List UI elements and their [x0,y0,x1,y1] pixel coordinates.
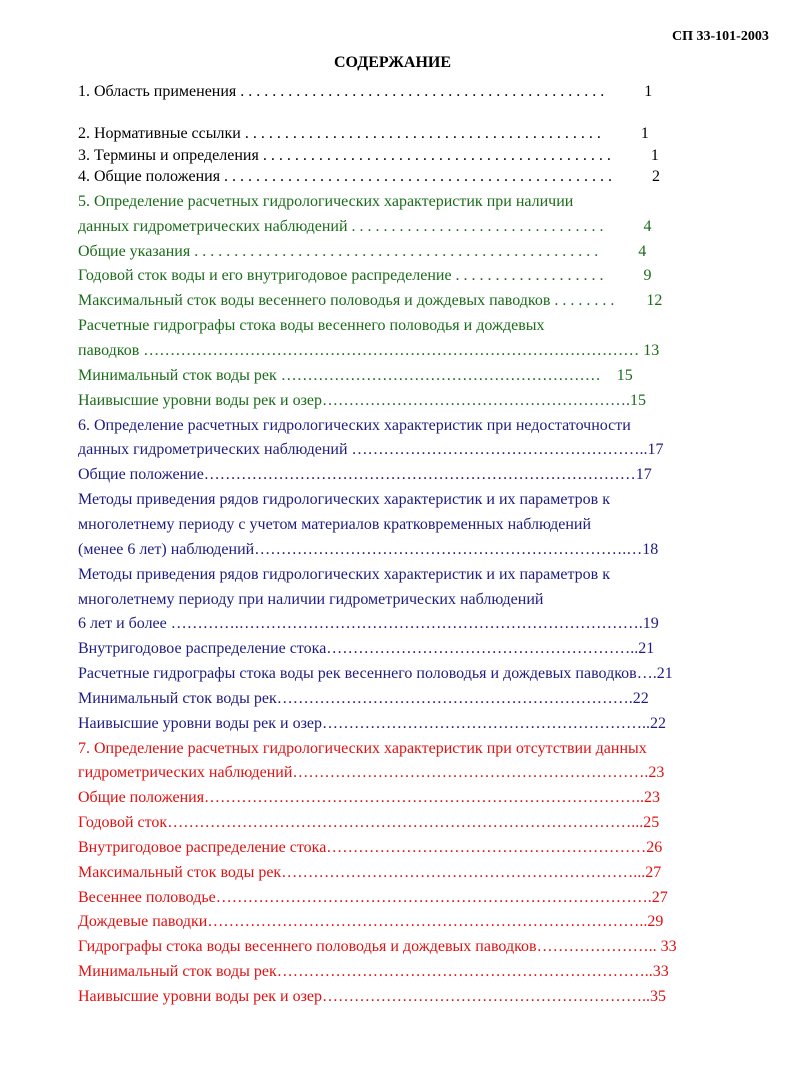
toc-section-heading[interactable]: 6. Определение расчетных гидрологических характеристик при недостаточности [78,417,631,434]
toc-section-heading[interactable]: 7. Определение расчетных гидрологических характеристик при отсутствии данных [78,740,647,757]
toc-entry[interactable]: гидрометрических наблюдений………………………………………………………….23 [78,764,665,781]
toc-entry[interactable]: Дождевые паводки………………………………………………………………………..29 [78,913,664,930]
toc-entry[interactable]: Общие положение………………………………………………………………………17 [78,466,652,483]
toc-entry[interactable]: данных гидрометрических наблюдений ………………………………………………..17 [78,441,664,458]
toc-entry[interactable]: Минимальный сток воды рек …………………………………………………… 15 [78,367,633,384]
toc-entry[interactable]: 1. Область применения . . . . . . . . . . . . . . . . . . . . . . . . . . . . . . . . . . . . . . . . . . . . . . 1 [78,83,653,100]
toc-entry[interactable]: Внутригодовое распределение стока……………………………………………………26 [78,839,663,856]
toc-entry[interactable]: Наивысшие уровни воды рек и озер………………………………………………….15 [78,392,647,409]
toc-entry[interactable]: (менее 6 лет) наблюдений…………………………………………………………….…18 [78,541,659,558]
toc-entry[interactable]: 3. Термины и определения . . . . . . . . . . . . . . . . . . . . . . . . . . . . . . . . . . . . . . . . . . . . 1 [78,147,659,164]
toc-entry[interactable]: 6 лет и более ………….………………………………………………………………….19 [78,615,659,632]
toc-entry[interactable]: Годовой сток воды и его внутригодовое распределение . . . . . . . . . . . . . . . . . . . 9 [78,267,652,284]
toc-entry[interactable]: Минимальный сток воды рек……………………………………………………………..33 [78,963,669,980]
toc-entry[interactable]: Весеннее половодье……………………………………………………………………….27 [78,889,668,906]
toc-entry[interactable]: Общие указания . . . . . . . . . . . . . . . . . . . . . . . . . . . . . . . . . . . . . . . . . . . . . . . . . . . 4 [78,243,647,260]
toc-entry[interactable]: Гидрографы стока воды весеннего половодья и дождевых паводков………………….. 33 [78,938,677,955]
toc-entry[interactable]: Внутригодовое распределение стока…………………………………………………..21 [78,640,655,657]
toc-section-heading[interactable]: 5. Определение расчетных гидрологических характеристик при наличии [78,193,574,210]
toc-entry[interactable]: многолетнему периоду с учетом материалов кратковременных наблюдений [78,516,592,533]
page-title: СОДЕРЖАНИЕ [334,54,452,71]
toc-entry[interactable]: паводков ………………………………………………………………………………… 13 [78,342,660,359]
toc-entry[interactable]: Годовой сток……………………………………………………………………………...25 [78,814,660,831]
toc-entry[interactable]: Наивысшие уровни воды рек и озер……………………………………………………..35 [78,988,667,1005]
toc-entry[interactable]: Расчетные гидрографы стока воды весеннего половодья и дождевых [78,317,545,334]
document-code: СП 33-101-2003 [672,29,769,44]
toc-entry[interactable]: Наивысшие уровни воды рек и озер……………………………………………………..22 [78,715,667,732]
toc-entry[interactable]: 2. Нормативные ссылки . . . . . . . . . . . . . . . . . . . . . . . . . . . . . . . . . . . . . . . . . . . . . 1 [78,125,649,142]
toc-entry[interactable]: Общие положения………………………………………………………………………..23 [78,789,661,806]
toc-entry[interactable]: Максимальный сток воды рек…………………………………………………………...27 [78,864,662,881]
toc-entry[interactable]: многолетнему периоду при наличии гидрометрических наблюдений [78,591,544,608]
toc-entry[interactable]: Методы приведения рядов гидрологических характеристик и их параметров к [78,566,611,583]
toc-entry[interactable]: 4. Общие положения . . . . . . . . . . . . . . . . . . . . . . . . . . . . . . . . . . . . . . . . . . . . . . . . . 2 [78,168,661,185]
toc-entry[interactable]: данных гидрометрических наблюдений . . . . . . . . . . . . . . . . . . . . . . . . . . . . . . . . 4 [78,218,652,235]
toc-entry[interactable]: Расчетные гидрографы стока воды рек весеннего половодья и дождевых паводков….21 [78,665,673,682]
toc-entry[interactable]: Методы приведения рядов гидрологических характеристик и их параметров к [78,491,611,508]
toc-entry[interactable]: Максимальный сток воды весеннего половодья и дождевых паводков . . . . . . . . 12 [78,292,663,309]
toc-entry[interactable]: Минимальный сток воды рек………………………………………………………….22 [78,690,649,707]
